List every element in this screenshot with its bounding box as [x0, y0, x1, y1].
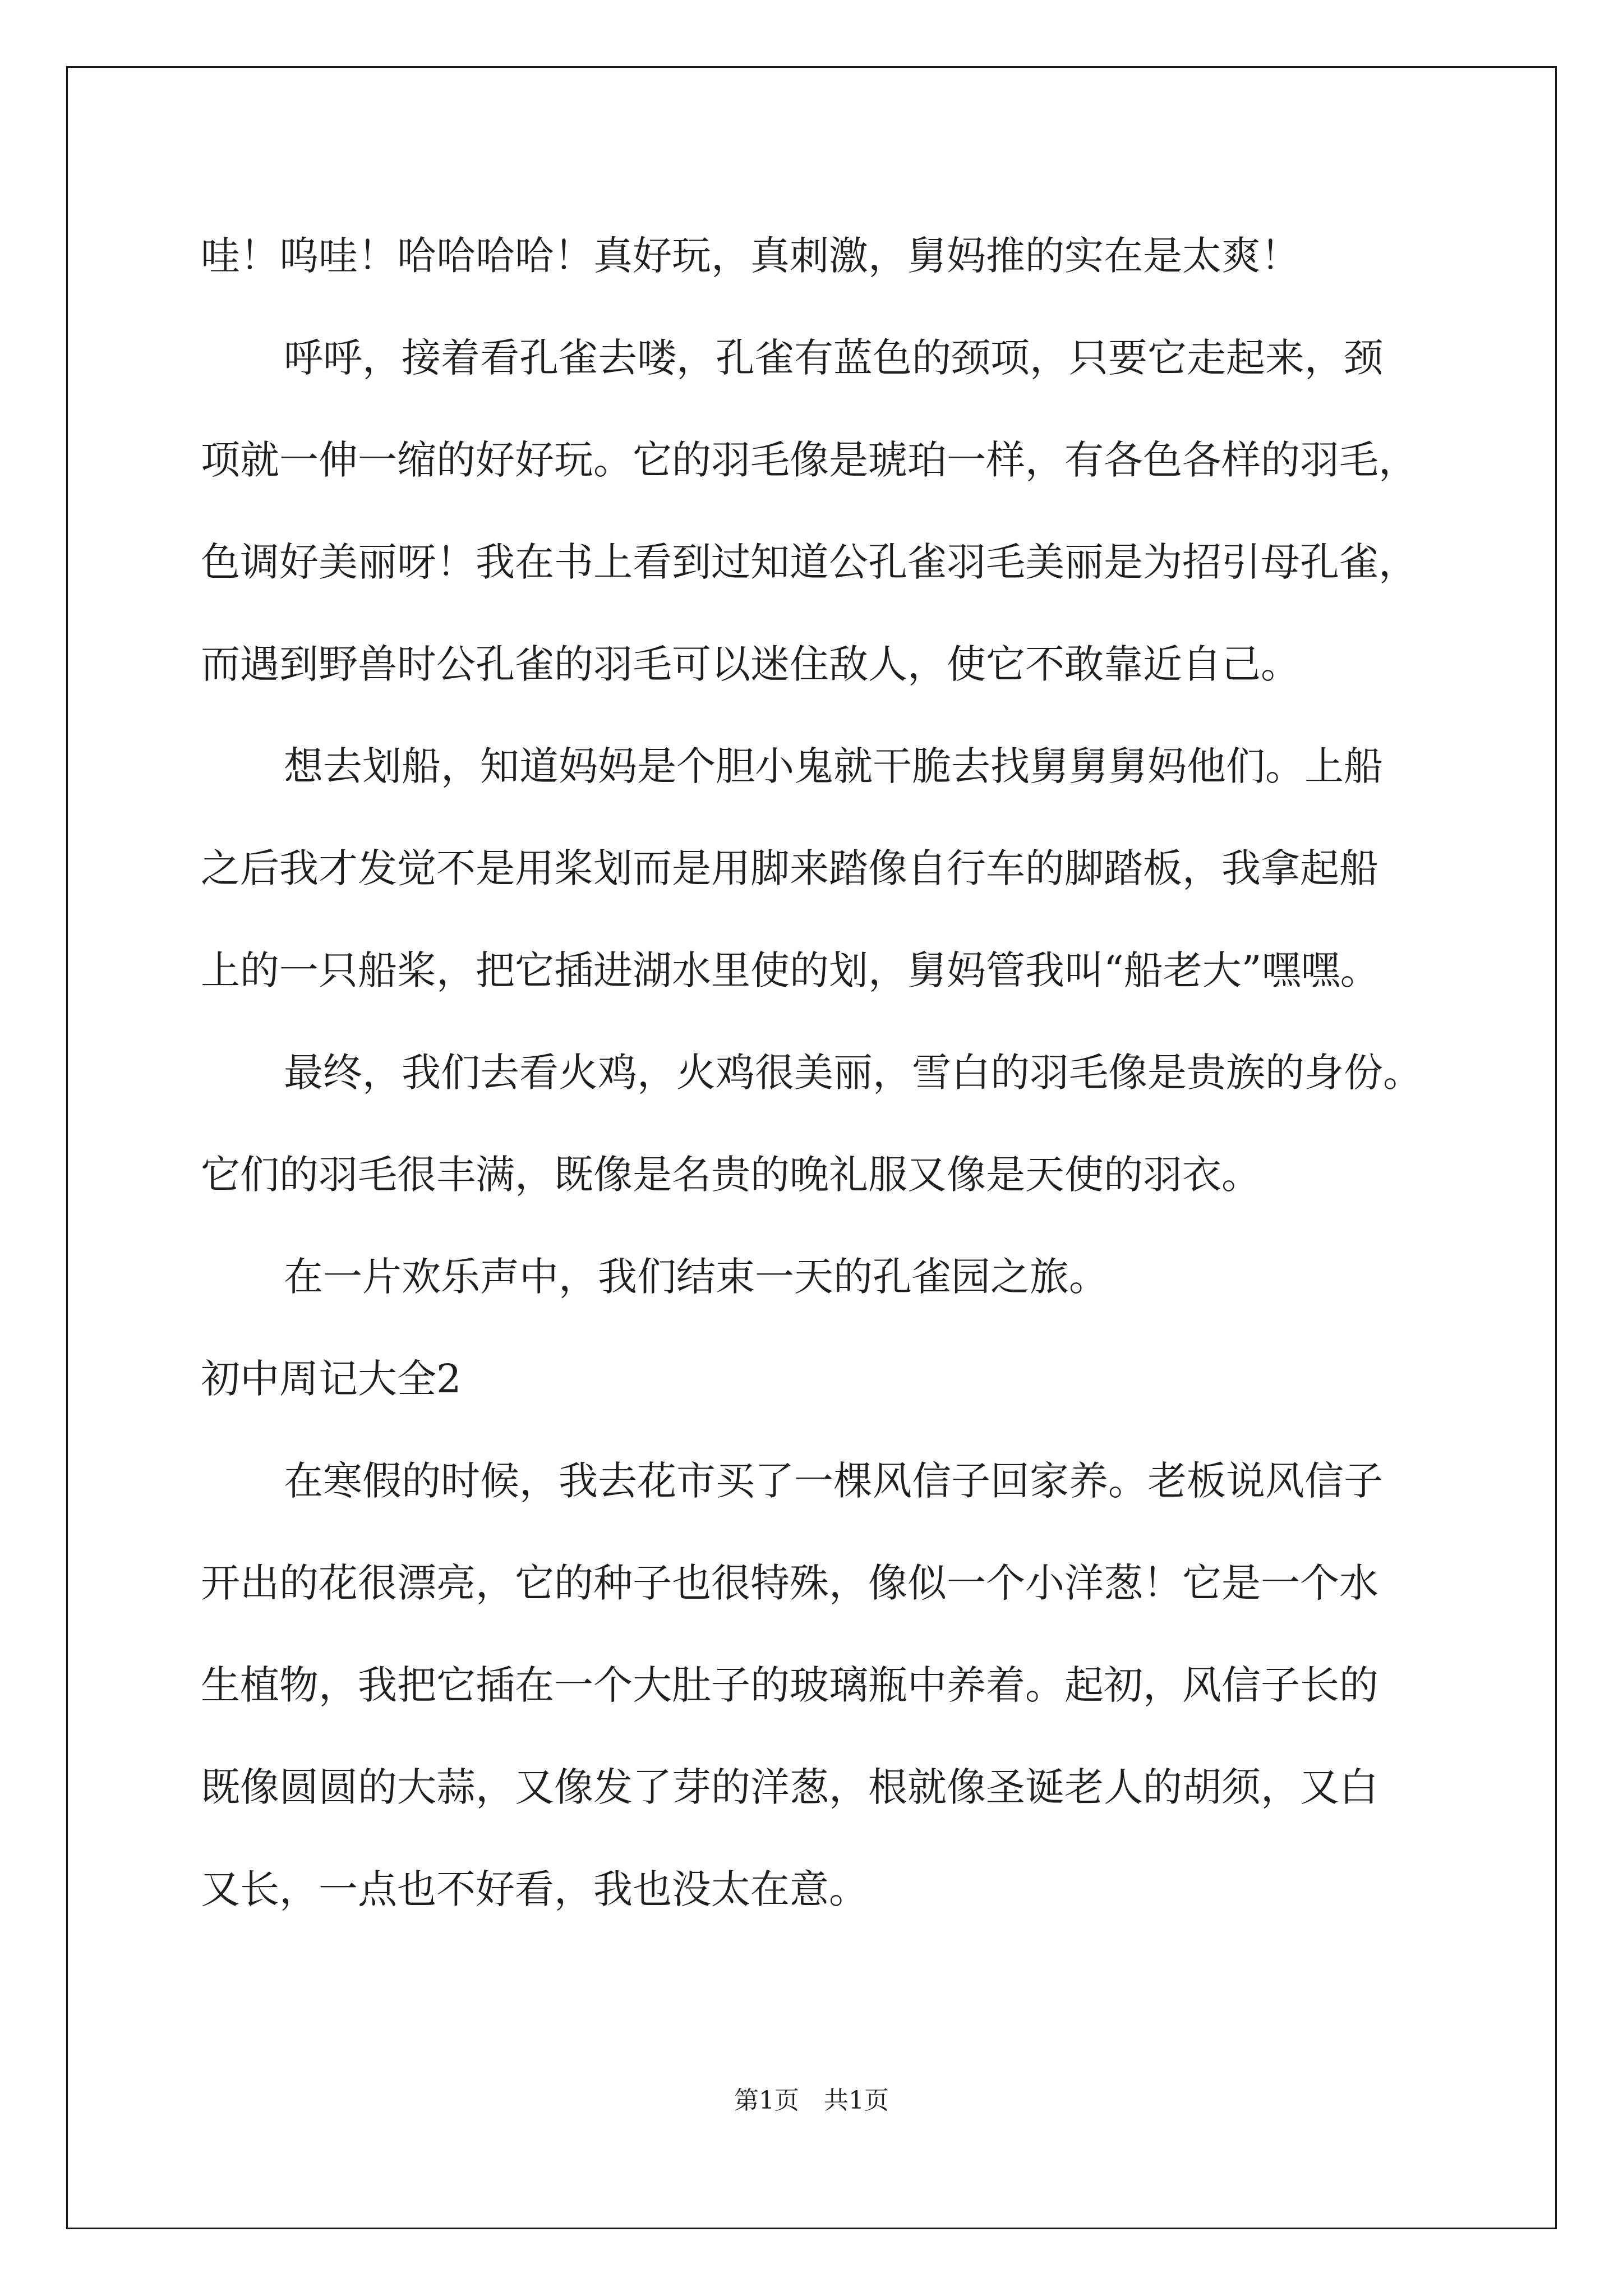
page-footer: 第1页 共1页 — [734, 2086, 889, 2115]
paragraph-line: 既像圆圆的大蒜，又像发了芽的洋葱，根就像圣诞老人的胡须，又白 — [201, 1764, 1378, 1810]
section-heading: 初中周记大全2 — [201, 1356, 462, 1402]
paragraph-line: 想去划船，知道妈妈是个胆小鬼就干脆去找舅舅舅妈他们。上船 — [284, 743, 1383, 789]
document-body — [201, 205, 1440, 1940]
paragraph-line: 上的一只船桨，把它插进湖水里使的划，舅妈管我叫“船老大”嘿嘿。 — [201, 947, 1380, 993]
paragraph-line: 而遇到野兽时公孔雀的羽毛可以迷住敌人，使它不敢靠近自己。 — [201, 641, 1300, 687]
paragraph-line: 色调好美丽呀！我在书上看到过知道公孔雀羽毛美丽是为招引母孔雀， — [201, 539, 1418, 585]
paragraph-line: 在一片欢乐声中，我们结束一天的孔雀园之旅。 — [284, 1254, 1108, 1300]
paragraph-line: 开出的花很漂亮，它的种子也很特殊，像似一个小洋葱！它是一个水 — [201, 1560, 1378, 1606]
paragraph-line: 哇！呜哇！哈哈哈哈！真好玩，真刺激，舅妈推的实在是太爽！ — [201, 233, 1300, 279]
paragraph-line: 最终，我们去看火鸡，火鸡很美丽，雪白的羽毛像是贵族的身份。 — [284, 1050, 1422, 1096]
paragraph-line: 之后我才发觉不是用桨划而是用脚来踏像自行车的脚踏板，我拿起船 — [201, 845, 1378, 891]
paragraph-line: 生植物，我把它插在一个大肚子的玻璃瓶中养着。起初，风信子长的 — [201, 1662, 1378, 1708]
paragraph-line: 呼呼，接着看孔雀去喽，孔雀有蓝色的颈项，只要它走起来，颈 — [284, 335, 1383, 381]
paragraph-line: 项就一伸一缩的好好玩。它的羽毛像是琥珀一样，有各色各样的羽毛， — [201, 437, 1418, 483]
paragraph-line: 在寒假的时候，我去花市买了一棵风信子回家养。老板说风信子 — [284, 1458, 1383, 1504]
paragraph-line: 它们的羽毛很丰满，既像是名贵的晚礼服又像是天使的羽衣。 — [201, 1152, 1261, 1198]
paragraph-line: 又长，一点也不好看，我也没太在意。 — [201, 1866, 868, 1912]
